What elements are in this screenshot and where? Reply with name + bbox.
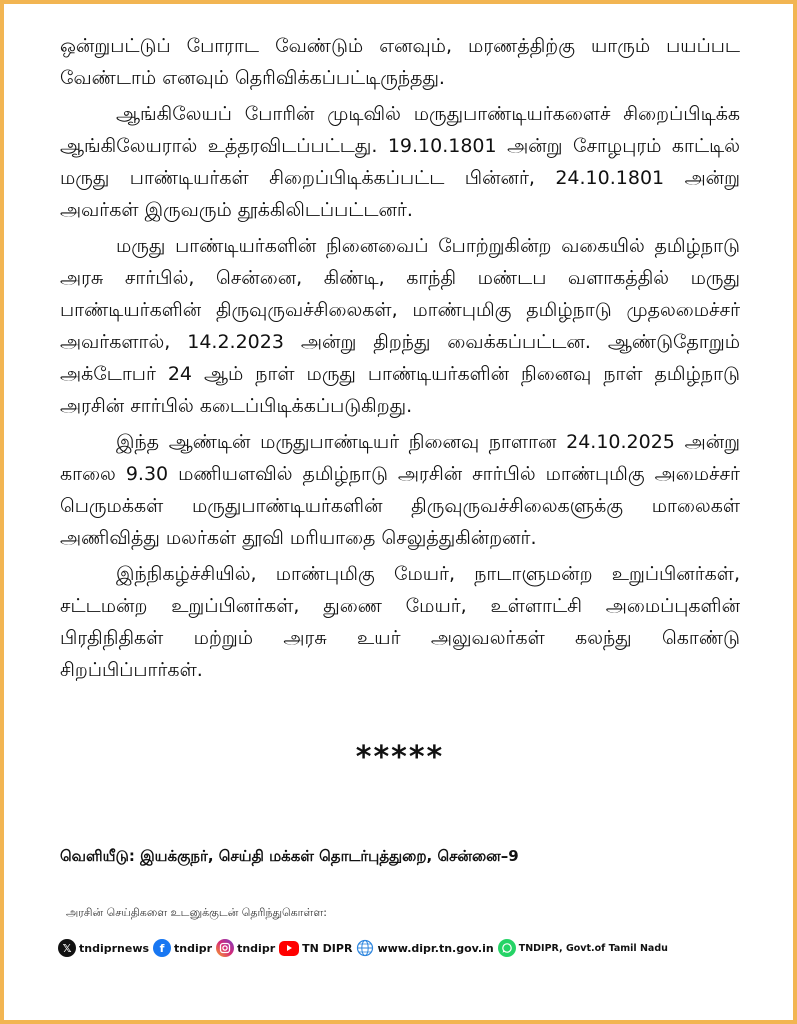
- instagram-icon: [216, 939, 234, 957]
- paragraph-3: மருது பாண்டியர்களின் நினைவைப் போற்றுகின்ற வகையில் தமிழ்நாடு அரசு சார்பில், சென்னை, கிண்டி, காந்தி மண்டப வளாகத்தில் மருது பாண்டியர்களின் திருவுருவச்சிலைகள், மாண்புமிகு தமிழ்நாடு முதலமைச்சர் அவர்களால், 14.2.2023 அன்று திறந்து வைக்கப்பட்டன. ஆண்டுதோறும் அக்டோபர் 24 ஆம் நாள் மருது பாண்டியர்களின் நினைவு நாள் தமிழ்நாடு அரசின் சார்பில் கடைப்பிடிக்கப்படுகிறது.: [60, 235, 740, 417]
- paragraph-1: ஒன்றுபட்டுப் போராட வேண்டும் எனவும், மரணத்திற்கு யாரும் பயப்பட வேண்டாம் எனவும் தெரிவிக்கப்பட்டிருந்தது.: [60, 35, 740, 89]
- footer-label: அரசின் செய்திகளை உடனுக்குடன் தெரிந்துகொள்ள:: [66, 906, 327, 919]
- facebook-handle: tndipr: [174, 941, 213, 955]
- social-facebook[interactable]: [153, 939, 212, 957]
- x-icon: 𝕏: [58, 939, 76, 957]
- social-x[interactable]: [58, 939, 149, 957]
- facebook-icon: f: [153, 939, 171, 957]
- paragraph-4: இந்த ஆண்டின் மருதுபாண்டியர் நினைவு நாளான 24.10.2025 அன்று காலை 9.30 மணியளவில் தமிழ்நாடு அரசின் சார்பில் மாண்புமிகு அமைச்சர் பெருமக்கள் மருதுபாண்டியர்களின் திருவுருவச்சிலைகளுக்கு மாலைகள் அணிவித்து மலர்கள் தூவி மரியாதை செலுத்துகின்றனர்.: [60, 431, 740, 549]
- body-text: [60, 30, 740, 690]
- instagram-handle: tndipr: [237, 941, 276, 955]
- social-links-row: [58, 934, 768, 962]
- whatsapp-handle: TNDIPR, Govt.of Tamil Nadu: [518, 942, 668, 954]
- paragraph-5: இந்நிகழ்ச்சியில், மாண்புமிகு மேயர், நாடாளுமன்ற உறுப்பினர்கள், சட்டமன்ற உறுப்பினர்கள், துணை மேயர், உள்ளாட்சி அமைப்புகளின் பிரதிநிதிகள் மற்றும் அரசு உயர் அலுவலர்கள் கலந்து கொண்டு சிறப்பிப்பார்கள்.: [60, 563, 740, 681]
- release-line: வெளியீடு: இயக்குநர், செய்தி மக்கள் தொடர்புத்துறை, சென்னை–9: [60, 847, 519, 865]
- whatsapp-icon: [498, 939, 516, 957]
- paragraph-2: ஆங்கிலேயப் போரின் முடிவில் மருதுபாண்டியர்களைச் சிறைப்பிடிக்க ஆங்கிலேயரால் உத்தரவிடப்பட்டது. 19.10.1801 அன்று சோழபுரம் காட்டில் மருது பாண்டியர்கள் சிறைப்பிடிக்கப்பட்ட பின்னர், 24.10.1801 அன்று அவர்கள் இருவரும் தூக்கிலிடப்பட்டனர்.: [60, 103, 740, 221]
- social-whatsapp[interactable]: [498, 939, 668, 957]
- website-url: www.dipr.tn.gov.in: [377, 941, 494, 955]
- youtube-icon: [279, 941, 299, 956]
- globe-icon: [356, 939, 374, 957]
- youtube-handle: TN DIPR: [302, 941, 353, 955]
- x-handle: tndiprnews: [79, 941, 150, 955]
- separator-stars: *****: [355, 740, 445, 775]
- social-website[interactable]: [356, 939, 493, 957]
- social-youtube[interactable]: [279, 941, 352, 956]
- social-instagram[interactable]: [216, 939, 275, 957]
